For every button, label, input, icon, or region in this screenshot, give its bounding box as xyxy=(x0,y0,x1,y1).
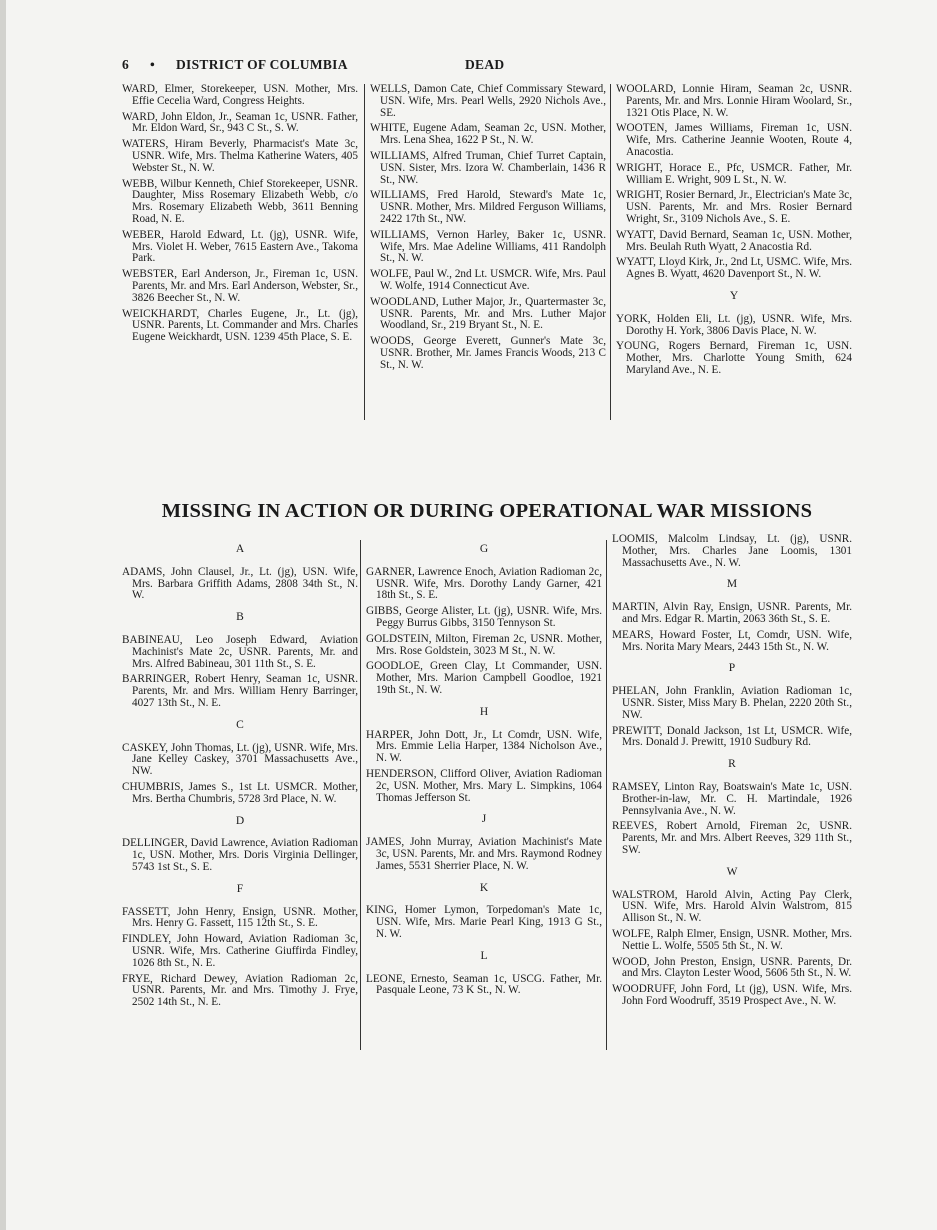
casualty-entry: YOUNG, Rogers Bernard, Fireman 1c, USN. Mother, Mrs. Charlotte Young Smith, 624 Maryland Ave., N. E. xyxy=(616,340,852,376)
casualty-entry: WOLFE, Paul W., 2nd Lt. USMCR. Wife, Mrs. Paul W. Wolfe, 1914 Connecticut Ave. xyxy=(370,268,606,292)
alphabet-heading: Y xyxy=(729,289,739,302)
casualty-entry: BARRINGER, Robert Henry, Seaman 1c, USNR. Parents, Mr. and Mrs. William Henry Barringer, 4027 13th St., N. E. xyxy=(122,673,358,709)
casualty-entry: WRIGHT, Rosier Bernard, Jr., Electrician's Mate 3c, USN. Parents, Mr. and Mrs. Rosier Bernard Wright, Sr., 3109 Nichols Ave., S. E. xyxy=(616,189,852,225)
casualty-entry: HARPER, John Dott, Jr., Lt Comdr, USN. Wife, Mrs. Emmie Lelia Harper, 1384 Nicholson Ave., N. W. xyxy=(366,728,602,765)
casualty-entry: WOODRUFF, John Ford, Lt (jg), USN. Wife, Mrs. John Ford Woodruff, 3519 Prospect Ave., N. W. xyxy=(612,983,852,1007)
casualty-entry: PHELAN, John Franklin, Aviation Radioman 1c, USNR. Sister, Miss Mary B. Phelan, 2220 20th St., NW. xyxy=(612,685,852,721)
casualty-entry: WILLIAMS, Alfred Truman, Chief Turret Captain, USN. Sister, Mrs. Izora W. Chamberlain, 1436 R St., NW. xyxy=(370,149,606,186)
dead-column-2 xyxy=(370,84,606,376)
casualty-entry: WEBER, Harold Edward, Lt. (jg), USNR. Wife, Mrs. Violet H. Weber, 7615 Eastern Ave., Takoma Park. xyxy=(122,228,358,265)
alphabet-heading: F xyxy=(236,882,244,895)
alphabet-heading: C xyxy=(236,718,244,731)
alphabet-heading: P xyxy=(728,662,736,675)
casualty-entry: RAMSEY, Linton Ray, Boatswain's Mate 1c, USN. Brother-in-law, Mr. C. H. Martindale, 1926 Pennsylvania Ave., N. W. xyxy=(612,780,852,817)
casualty-entry: WOOTEN, James Williams, Fireman 1c, USN. Wife, Mrs. Catherine Jeannie Wooten, Route 4, Anacostia. xyxy=(616,122,852,158)
page-number: 6 xyxy=(122,57,130,72)
column-divider xyxy=(610,84,611,420)
casualty-entry: WYATT, Lloyd Kirk, Jr., 2nd Lt, USMC. Wife, Mrs. Agnes B. Wyatt, 4620 Davenport St., N. W. xyxy=(616,256,852,281)
casualty-entry: GIBBS, George Alister, Lt. (jg), USNR. Wife, Mrs. Peggy Burrus Gibbs, 3150 Tennyson St. xyxy=(366,605,602,629)
missing-section-title: MISSING IN ACTION OR DURING OPERATIONAL WAR MISSIONS xyxy=(161,500,813,522)
alphabet-heading: H xyxy=(479,705,489,718)
column-divider xyxy=(364,84,365,420)
column-divider xyxy=(360,540,361,1050)
casualty-entry: CHUMBRIS, James S., 1st Lt. USMCR. Mother, Mrs. Bertha Chumbris, 5728 3rd Place, N. W. xyxy=(122,780,358,805)
casualty-entry: MARTIN, Alvin Ray, Ensign, USNR. Parents, Mr. and Mrs. Edgar R. Martin, 2063 36th St., S. E. xyxy=(612,601,852,625)
dead-column-3 xyxy=(616,84,852,381)
casualty-entry: WILLIAMS, Vernon Harley, Baker 1c, USNR. Wife, Mrs. Mae Adeline Williams, 411 Randolph St., N. W. xyxy=(370,228,606,265)
casualty-entry: FRYE, Richard Dewey, Aviation Radioman 2c, USNR. Parents, Mr. and Mrs. Timothy J. Frye, 2502 14th St., N. E. xyxy=(122,972,358,1009)
dead-column-1 xyxy=(122,84,358,348)
casualty-entry: FINDLEY, John Howard, Aviation Radioman 3c, USNR. Wife, Mrs. Catherine Giuffirda Findley, 1026 8th St., N. E. xyxy=(122,933,358,969)
alphabet-heading: A xyxy=(235,543,245,555)
casualty-entry: LOOMIS, Malcolm Lindsay, Lt. (jg), USNR. Mother, Mrs. Charles Jane Loomis, 1301 Massachusetts Ave., N. W. xyxy=(612,533,852,569)
casualty-entry: WOOLARD, Lonnie Hiram, Seaman 2c, USNR. Parents, Mr. and Mrs. Lonnie Hiram Woolard, Sr., 1321 Otis Place, N. W. xyxy=(616,83,852,119)
casualty-entry: WELLS, Damon Cate, Chief Commissary Steward, USN. Wife, Mrs. Pearl Wells, 2920 Nichols Ave., SE. xyxy=(370,83,606,119)
alphabet-heading: J xyxy=(481,813,487,826)
casualty-entry: KING, Homer Lymon, Torpedoman's Mate 1c, USN. Wife, Mrs. Marie Pearl King, 1913 G St., N. W. xyxy=(366,904,602,940)
missing-column-1 xyxy=(122,534,358,1013)
missing-column-3 xyxy=(612,534,852,1012)
casualty-entry: BABINEAU, Leo Joseph Edward, Aviation Machinist's Mate 2c, USNR. Parents, Mr. and Mrs. Alfred Babineau, 301 11th St., S. E. xyxy=(122,633,358,670)
casualty-entry: WEBB, Wilbur Kenneth, Chief Storekeeper, USNR. Daughter, Miss Rosemary Elizabeth Webb, c/o Mrs. Rosemary Elizabeth Webb, 3611 Benning Road, N. E. xyxy=(122,177,358,225)
alphabet-heading: G xyxy=(479,543,489,555)
casualty-entry: PREWITT, Donald Jackson, 1st Lt, USMCR. Wife, Mrs. Donald J. Prewitt, 1910 Sudbury Rd. xyxy=(612,724,852,749)
casualty-entry: WOOD, John Preston, Ensign, USNR. Parents, Dr. and Mrs. Clayton Lester Wood, 5606 5th St., N. W. xyxy=(612,955,852,980)
casualty-entry: HENDERSON, Clifford Oliver, Aviation Radioman 2c, USN. Mother, Mrs. Mary L. Simpkins, 1064 Thomas Jefferson St. xyxy=(366,767,602,804)
casualty-entry: WYATT, David Bernard, Seaman 1c, USN. Mother, Mrs. Beulah Ruth Wyatt, 2 Anacostia Rd. xyxy=(616,228,852,253)
casualty-entry: WARD, John Eldon, Jr., Seaman 1c, USNR. Father, Mr. Eldon Ward, Sr., 943 C St., S. W. xyxy=(122,110,358,135)
casualty-entry: YORK, Holden Eli, Lt. (jg), USNR. Wife, Mrs. Dorothy H. York, 3806 Davis Place, N. W. xyxy=(616,312,852,337)
alphabet-heading: R xyxy=(728,758,736,771)
header-district: DISTRICT OF COLUMBIA xyxy=(176,57,348,72)
casualty-entry: GOODLOE, Green Clay, Lt Commander, USN. Mother, Mrs. Marion Campbell Goodloe, 1921 19th St., N. W. xyxy=(366,660,602,696)
alphabet-heading: B xyxy=(236,611,244,624)
casualty-entry: WRIGHT, Horace E., Pfc, USMCR. Father, Mr. William E. Wright, 909 L St., N. W. xyxy=(616,161,852,186)
alphabet-heading: M xyxy=(726,578,738,591)
casualty-entry: LEONE, Ernesto, Seaman 1c, USCG. Father, Mr. Pasquale Leone, 73 K St., N. W. xyxy=(366,972,602,997)
column-divider xyxy=(606,540,607,1050)
casualty-entry: GOLDSTEIN, Milton, Fireman 2c, USNR. Mother, Mrs. Rose Goldstein, 3023 M St., N. W. xyxy=(366,632,602,657)
casualty-entry: FASSETT, John Henry, Ensign, USNR. Mother, Mrs. Henry G. Fassett, 115 12th St., S. E. xyxy=(122,905,358,930)
casualty-entry: WHITE, Eugene Adam, Seaman 2c, USN. Mother, Mrs. Lena Shea, 1622 P St., N. W. xyxy=(370,122,606,147)
casualty-entry: WEBSTER, Earl Anderson, Jr., Fireman 1c, USN. Parents, Mr. and Mrs. Earl Anderson, Webster, Sr., 3826 Beecher St., N. W. xyxy=(122,268,358,304)
casualty-entry: WOLFE, Ralph Elmer, Ensign, USNR. Mother, Mrs. Nettie L. Wolfe, 5505 5th St., N. W. xyxy=(612,927,852,952)
header-bullet: • xyxy=(150,57,156,72)
alphabet-heading: W xyxy=(726,865,738,878)
header-section: DEAD xyxy=(465,57,505,72)
casualty-entry: ADAMS, John Clausel, Jr., Lt. (jg), USN. Wife, Mrs. Barbara Griffith Adams, 2808 34th St., N. W. xyxy=(122,565,358,602)
casualty-entry: WALSTROM, Harold Alvin, Acting Pay Clerk, USN. Wife, Mrs. Harold Alvin Walstrom, 815 Allison St., N. W. xyxy=(612,888,852,925)
casualty-entry: MEARS, Howard Foster, Lt, Comdr, USN. Wife, Mrs. Norita Mary Mears, 2443 15th St., N. W. xyxy=(612,628,852,653)
missing-column-2 xyxy=(366,534,602,1001)
casualty-entry: GARNER, Lawrence Enoch, Aviation Radioman 2c, USNR. Wife, Mrs. Dorothy Landy Garner, 421 18th St., S. E. xyxy=(366,565,602,602)
casualty-entry: WILLIAMS, Fred Harold, Steward's Mate 1c, USNR. Mother, Mrs. Mildred Ferguson Williams, 2422 17th St., NW. xyxy=(370,189,606,225)
casualty-entry: WOODLAND, Luther Major, Jr., Quartermaster 3c, USNR. Parents, Mr. and Mrs. Luther Major Woodland, Sr., 219 Bryant St., N. E. xyxy=(370,295,606,332)
casualty-entry: WOODS, George Everett, Gunner's Mate 3c, USNR. Brother, Mr. James Francis Woods, 213 C St., N. W. xyxy=(370,335,606,371)
casualty-entry: WATERS, Hiram Beverly, Pharmacist's Mate 3c, USNR. Wife, Mrs. Thelma Katherine Waters, 405 Webster St., N. W. xyxy=(122,138,358,174)
casualty-entry: CASKEY, John Thomas, Lt. (jg), USNR. Wife, Mrs. Jane Kelley Caskey, 3701 Massachusetts Ave., NW. xyxy=(122,741,358,778)
casualty-entry: WEICKHARDT, Charles Eugene, Jr., Lt. (jg), USNR. Parents, Lt. Commander and Mrs. Charles Eugene Weickhardt, USN. 1239 45th Place, S. E. xyxy=(122,307,358,344)
casualty-entry: WARD, Elmer, Storekeeper, USN. Mother, Mrs. Effie Cecelia Ward, Congress Heights. xyxy=(122,83,358,107)
casualty-entry: JAMES, John Murray, Aviation Machinist's Mate 3c, USN. Parents, Mr. and Mrs. Raymond Rodney James, 5531 Sherrier Place, N. W. xyxy=(366,836,602,872)
casualty-entry: DELLINGER, David Lawrence, Aviation Radioman 1c, USN. Mother, Mrs. Doris Virginia Dellinger, 5743 1st St., S. E. xyxy=(122,837,358,873)
alphabet-heading: L xyxy=(480,949,488,962)
alphabet-heading: D xyxy=(235,814,245,827)
alphabet-heading: K xyxy=(479,881,489,894)
casualty-entry: REEVES, Robert Arnold, Fireman 2c, USNR. Parents, Mr. and Mrs. Albert Reeves, 329 11th St., SW. xyxy=(612,820,852,856)
